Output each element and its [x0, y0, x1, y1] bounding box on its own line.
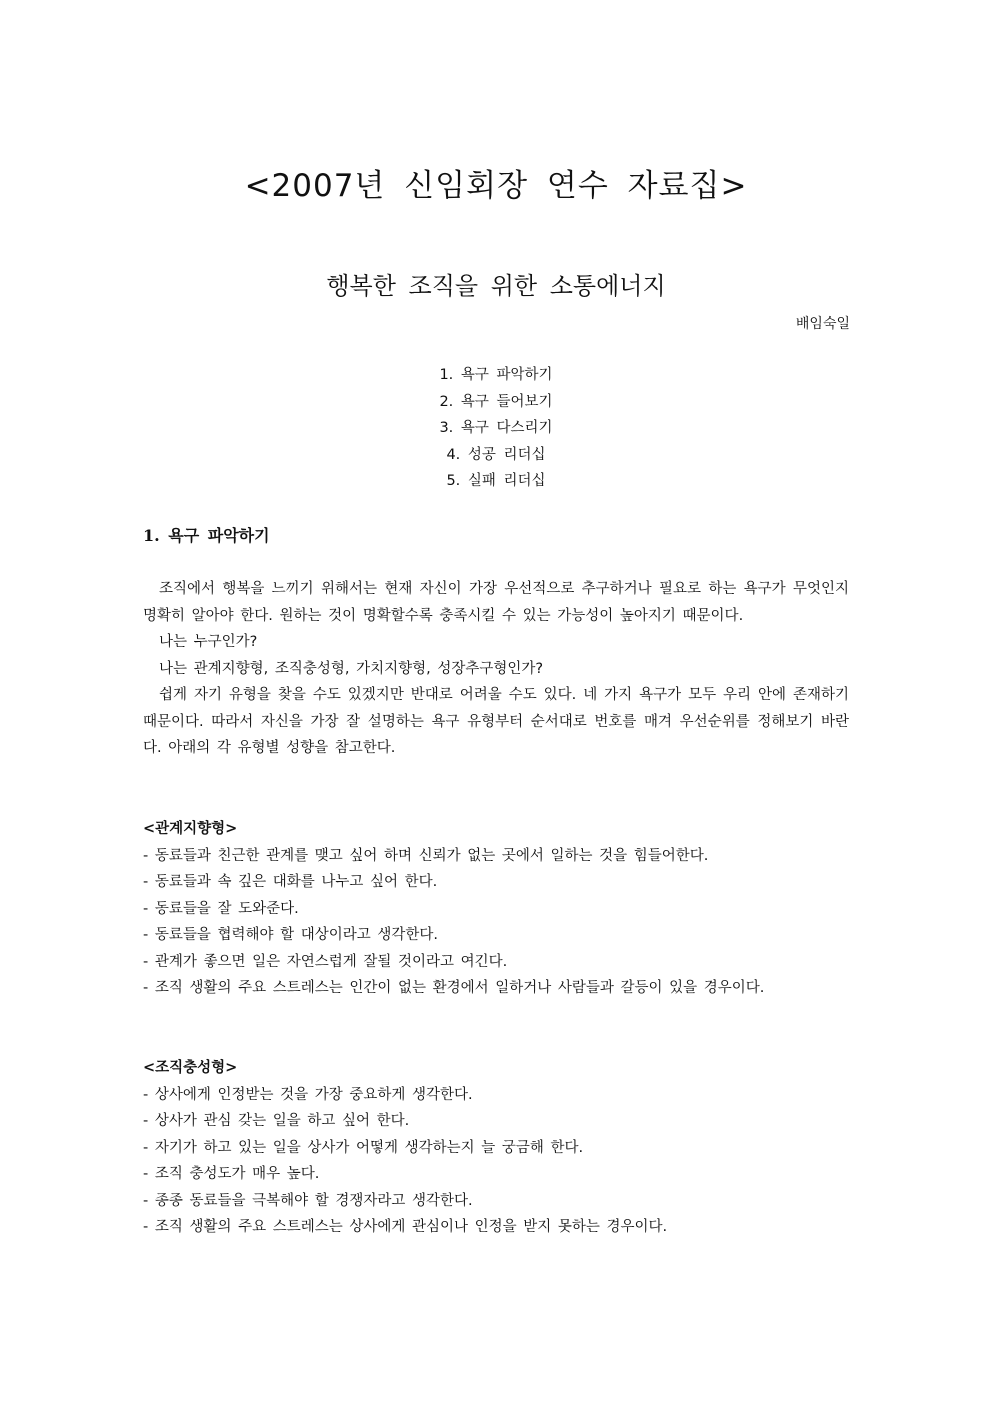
type-trait-list: [143, 843, 849, 1002]
toc-item: 4. 성공 리더십: [446, 446, 546, 463]
trait-item: - 관계가 좋으면 일은 자연스럽게 잘될 것이라고 여긴다.: [143, 953, 508, 970]
toc-item: 2. 욕구 들어보기: [439, 393, 553, 410]
trait-item: - 종종 동료들을 극복해야 할 경쟁자라고 생각한다.: [143, 1192, 473, 1209]
intro-question: 나는 누구인가?: [159, 634, 258, 650]
toc-item: 5. 실패 리더십: [446, 473, 546, 489]
trait-item: - 동료들과 속 깊은 대화를 나누고 싶어 한다.: [143, 874, 438, 890]
section-intro: [143, 576, 849, 762]
trait-item: - 동료들을 잘 도와준다.: [143, 900, 299, 917]
table-of-contents: [0, 362, 992, 495]
section-heading: 1. 욕구 파악하기: [143, 526, 270, 545]
type-group-relationship: [143, 816, 849, 1002]
document-title: <2007년 신임회장 연수 자료집>: [244, 168, 748, 204]
trait-item: - 자기가 하고 있는 일을 상사가 어떻게 생각하는지 늘 궁금해 한다.: [143, 1139, 584, 1156]
intro-paragraph: 쉽게 자기 유형을 찾을 수도 있겠지만 반대로 어려울 수도 있다. 네 가지 욕구가 모두 우리 안에 존재하기 때문이다. 따라서 자신을 가장 잘 설명하는 욕구 유형부터 순서대로 번호를 매겨 우선순위를 정해보기 바란다. 아래의 각 유형별 성향을 참고한다.: [143, 687, 849, 756]
trait-item: - 조직 충성도가 매우 높다.: [143, 1166, 320, 1182]
intro-paragraph: 조직에서 행복을 느끼기 위해서는 현재 자신이 가장 우선적으로 추구하거나 필요로 하는 욕구가 무엇인지 명확히 알아야 한다. 원하는 것이 명확할수록 충족시킬 수 있는 가능성이 높아지기 때문이다.: [143, 581, 849, 624]
type-group-organization: [143, 1055, 849, 1241]
type-heading: <조직충성형>: [143, 1059, 238, 1076]
type-heading: <관계지향형>: [143, 820, 238, 837]
toc-item: 3. 욕구 다스리기: [439, 420, 553, 436]
toc-item: 1. 욕구 파악하기: [439, 367, 553, 383]
trait-item: - 조직 생활의 주요 스트레스는 상사에게 관심이나 인정을 받지 못하는 경우이다.: [143, 1219, 668, 1235]
intro-question: 나는 관계지향형, 조직충성형, 가치지향형, 성장추구형인가?: [159, 660, 544, 677]
trait-item: - 동료들을 협력해야 할 대상이라고 생각한다.: [143, 927, 439, 943]
trait-item: - 동료들과 친근한 관계를 맺고 싶어 하며 신뢰가 없는 곳에서 일하는 것을 힘들어한다.: [143, 847, 709, 864]
document-subtitle: 행복한 조직을 위한 소통에너지: [326, 272, 666, 300]
type-trait-list: [143, 1082, 849, 1241]
author-name: 배임숙일: [795, 316, 850, 332]
trait-item: - 조직 생활의 주요 스트레스는 인간이 없는 환경에서 일하거나 사람들과 갈등이 있을 경우이다.: [143, 980, 765, 996]
trait-item: - 상사에게 인정받는 것을 가장 중요하게 생각한다.: [143, 1086, 473, 1103]
trait-item: - 상사가 관심 갖는 일을 하고 싶어 한다.: [143, 1113, 410, 1129]
